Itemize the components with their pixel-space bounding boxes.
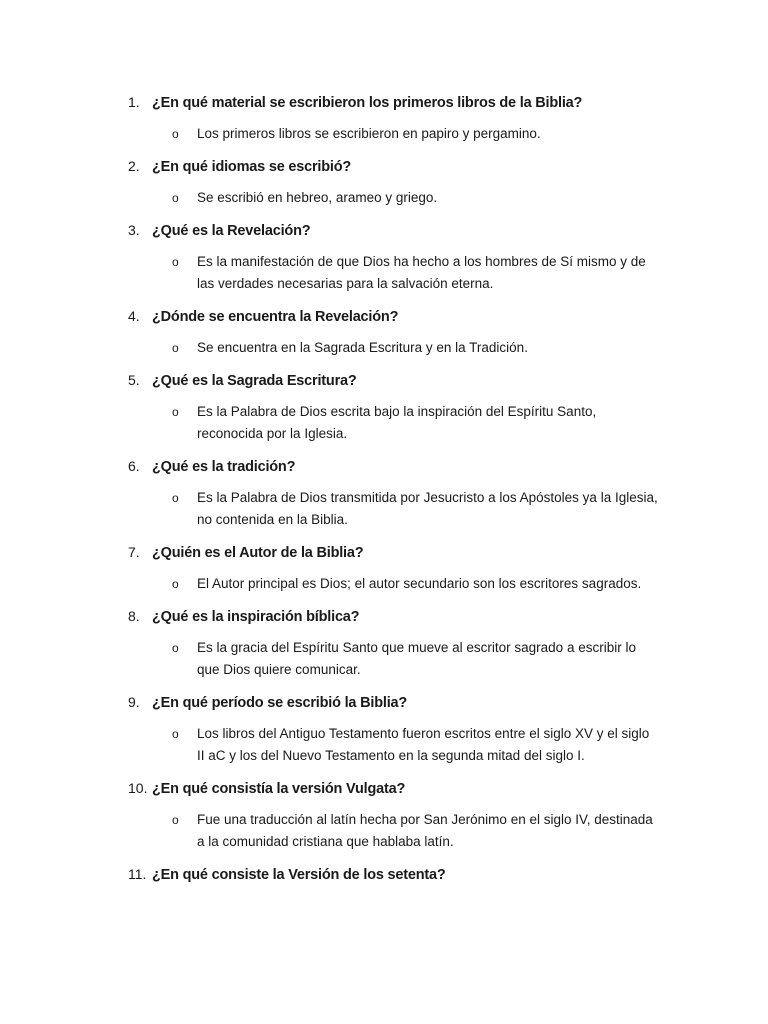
question-number: 6.: [128, 458, 140, 474]
answer-text: Es la Palabra de Dios transmitida por Jesucristo a los Apóstoles ya la Iglesia, no contenida en la Biblia.: [197, 490, 658, 527]
answer-item: [172, 187, 668, 209]
question-number: 5.: [128, 372, 140, 388]
bullet-marker: o: [172, 341, 179, 355]
bullet-marker: o: [172, 577, 179, 591]
answer-item: [172, 809, 668, 853]
answer-text: Fue una traducción al latín hecha por San Jerónimo en el siglo IV, destinada a la comunidad cristiana que hablaba latín.: [197, 812, 653, 849]
question-text: ¿En qué idiomas se escribió?: [152, 159, 352, 175]
answer-item: [172, 123, 668, 145]
bullet-marker: o: [172, 813, 179, 827]
question-number: 11.: [128, 866, 147, 882]
answer-item: [172, 723, 668, 767]
answer-item: [172, 401, 668, 445]
question-text: ¿En qué material se escribieron los primeros libros de la Biblia?: [152, 95, 583, 111]
answer-text: Es la manifestación de que Dios ha hecho a los hombres de Sí mismo y de las verdades necesarias para la salvación eterna.: [197, 254, 646, 291]
question-number: 1.: [128, 94, 140, 110]
answer-item: [172, 573, 668, 595]
question-text: ¿En qué consistía la versión Vulgata?: [152, 781, 406, 797]
question-text: ¿En qué consiste la Versión de los setenta?: [152, 867, 446, 883]
question-item: [128, 369, 668, 391]
answer-text: Los primeros libros se escribieron en papiro y pergamino.: [197, 126, 541, 141]
bullet-marker: o: [172, 727, 179, 741]
bullet-marker: o: [172, 491, 179, 505]
answer-text: El Autor principal es Dios; el autor secundario son los escritores sagrados.: [197, 576, 642, 591]
answer-item: [172, 251, 668, 295]
bullet-marker: o: [172, 191, 179, 205]
question-text: ¿Qué es la Revelación?: [152, 223, 311, 239]
answer-item: [172, 337, 668, 359]
question-item: [128, 455, 668, 477]
question-item: [128, 605, 668, 627]
question-list: [128, 91, 668, 895]
answer-item: [172, 637, 668, 681]
question-text: ¿Qué es la inspiración bíblica?: [152, 609, 360, 625]
question-number: 9.: [128, 694, 140, 710]
question-item: [128, 219, 668, 241]
question-text: ¿En qué período se escribió la Biblia?: [152, 695, 408, 711]
question-item: [128, 777, 668, 799]
question-item: [128, 91, 668, 113]
question-text: ¿Quién es el Autor de la Biblia?: [152, 545, 364, 561]
question-item: [128, 155, 668, 177]
bullet-marker: o: [172, 255, 179, 269]
question-item: [128, 863, 668, 885]
bullet-marker: o: [172, 641, 179, 655]
question-number: 2.: [128, 158, 140, 174]
answer-item: [172, 487, 668, 531]
question-number: 4.: [128, 308, 140, 324]
question-number: 10.: [128, 780, 148, 796]
question-number: 3.: [128, 222, 140, 238]
answer-text: Los libros del Antiguo Testamento fueron escritos entre el siglo XV y el siglo II aC y los del Nuevo Testamento en la segunda mitad del siglo I.: [197, 726, 650, 763]
question-number: 8.: [128, 608, 140, 624]
question-item: [128, 305, 668, 327]
question-text: ¿Qué es la Sagrada Escritura?: [152, 373, 357, 389]
question-text: ¿Dónde se encuentra la Revelación?: [152, 309, 399, 325]
question-item: [128, 541, 668, 563]
answer-text: Es la Palabra de Dios escrita bajo la inspiración del Espíritu Santo, reconocida por la Iglesia.: [197, 404, 597, 441]
answer-text: Es la gracia del Espíritu Santo que mueve al escritor sagrado a escribir lo que Dios quiere comunicar.: [197, 640, 636, 677]
answer-text: Se escribió en hebreo, arameo y griego.: [197, 190, 438, 205]
question-item: [128, 691, 668, 713]
question-number: 7.: [128, 544, 140, 560]
bullet-marker: o: [172, 127, 179, 141]
question-text: ¿Qué es la tradición?: [152, 459, 296, 475]
bullet-marker: o: [172, 405, 179, 419]
answer-text: Se encuentra en la Sagrada Escritura y en la Tradición.: [197, 340, 528, 355]
